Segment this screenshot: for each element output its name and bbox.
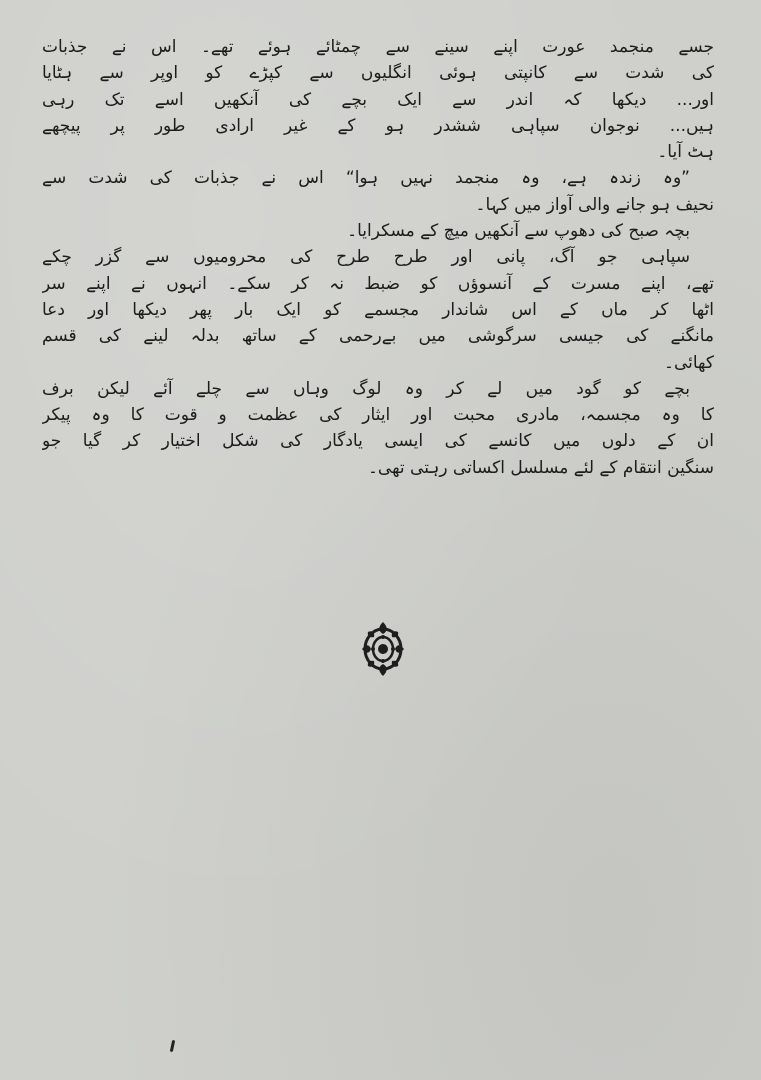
text-line: سپاہی جو آگ، پانی اور طرح طرح کی محرومیوں سے گزر چکے (42, 247, 690, 268)
text-line: تھے، اپنے مسرت کے آنسوؤں کو ضبط نہ کر سکے۔ انہوں نے اپنے سر (42, 273, 714, 294)
text-line: جسے منجمد عورت اپنے سینے سے چمٹائے ہوئے تھے۔ اس نے جذبات (42, 37, 714, 57)
floral-ornament-icon (356, 618, 410, 676)
text-line: ”وہ زندہ ہے، وہ منجمد نہیں ہوا“ اس نے جذبات کی شدت سے (42, 168, 690, 189)
ink-speck (170, 1040, 175, 1052)
text-line: اٹھا کر ماں کے اس شاندار مجسمے کو ایک بار پھر دیکھا اور دعا (42, 299, 714, 320)
text-line: سنگین انتقام کے لئے مسلسل اکساتی رہتی تھی۔ (367, 457, 714, 478)
text-line: ان کے دلوں میں کانسے کی ایسی یادگار کی شکل اختیار کر گیا جو (42, 431, 714, 452)
text-line: اور... دیکھا کہ اندر سے ایک بچے کی آنکھیں اسے تک رہی (42, 89, 714, 110)
text-line: کا وہ مجسمہ، مادری محبت اور ایثار کی عظمت و قوت کا وہ پیکر (42, 405, 714, 426)
text-line: کھائی۔ (664, 352, 714, 373)
text-line: مانگنے کی جیسی سرگوشی میں بےرحمی کے ساتھ بدلہ لینے کی قسم (42, 326, 714, 347)
text-line: ہٹ آیا۔ (657, 142, 714, 163)
body-text (42, 34, 714, 481)
text-line: بچہ صبح کی دھوپ سے آنکھیں میچ کے مسکرایا۔ (347, 221, 690, 242)
text-line: کی شدت سے کانپتی ہوئی انگلیوں سے کپڑے کو اوپر سے ہٹایا (42, 63, 714, 84)
text-line: بچے کو گود میں لے کر وہ لوگ وہاں سے چلے آئے لیکن برف (42, 378, 690, 399)
text-line: ہیں... نوجوان سپاہی ششدر ہو کے غیر ارادی طور پر پیچھے (42, 115, 714, 136)
text-line: نحیف ہو جانے والی آواز میں کہا۔ (475, 194, 714, 215)
